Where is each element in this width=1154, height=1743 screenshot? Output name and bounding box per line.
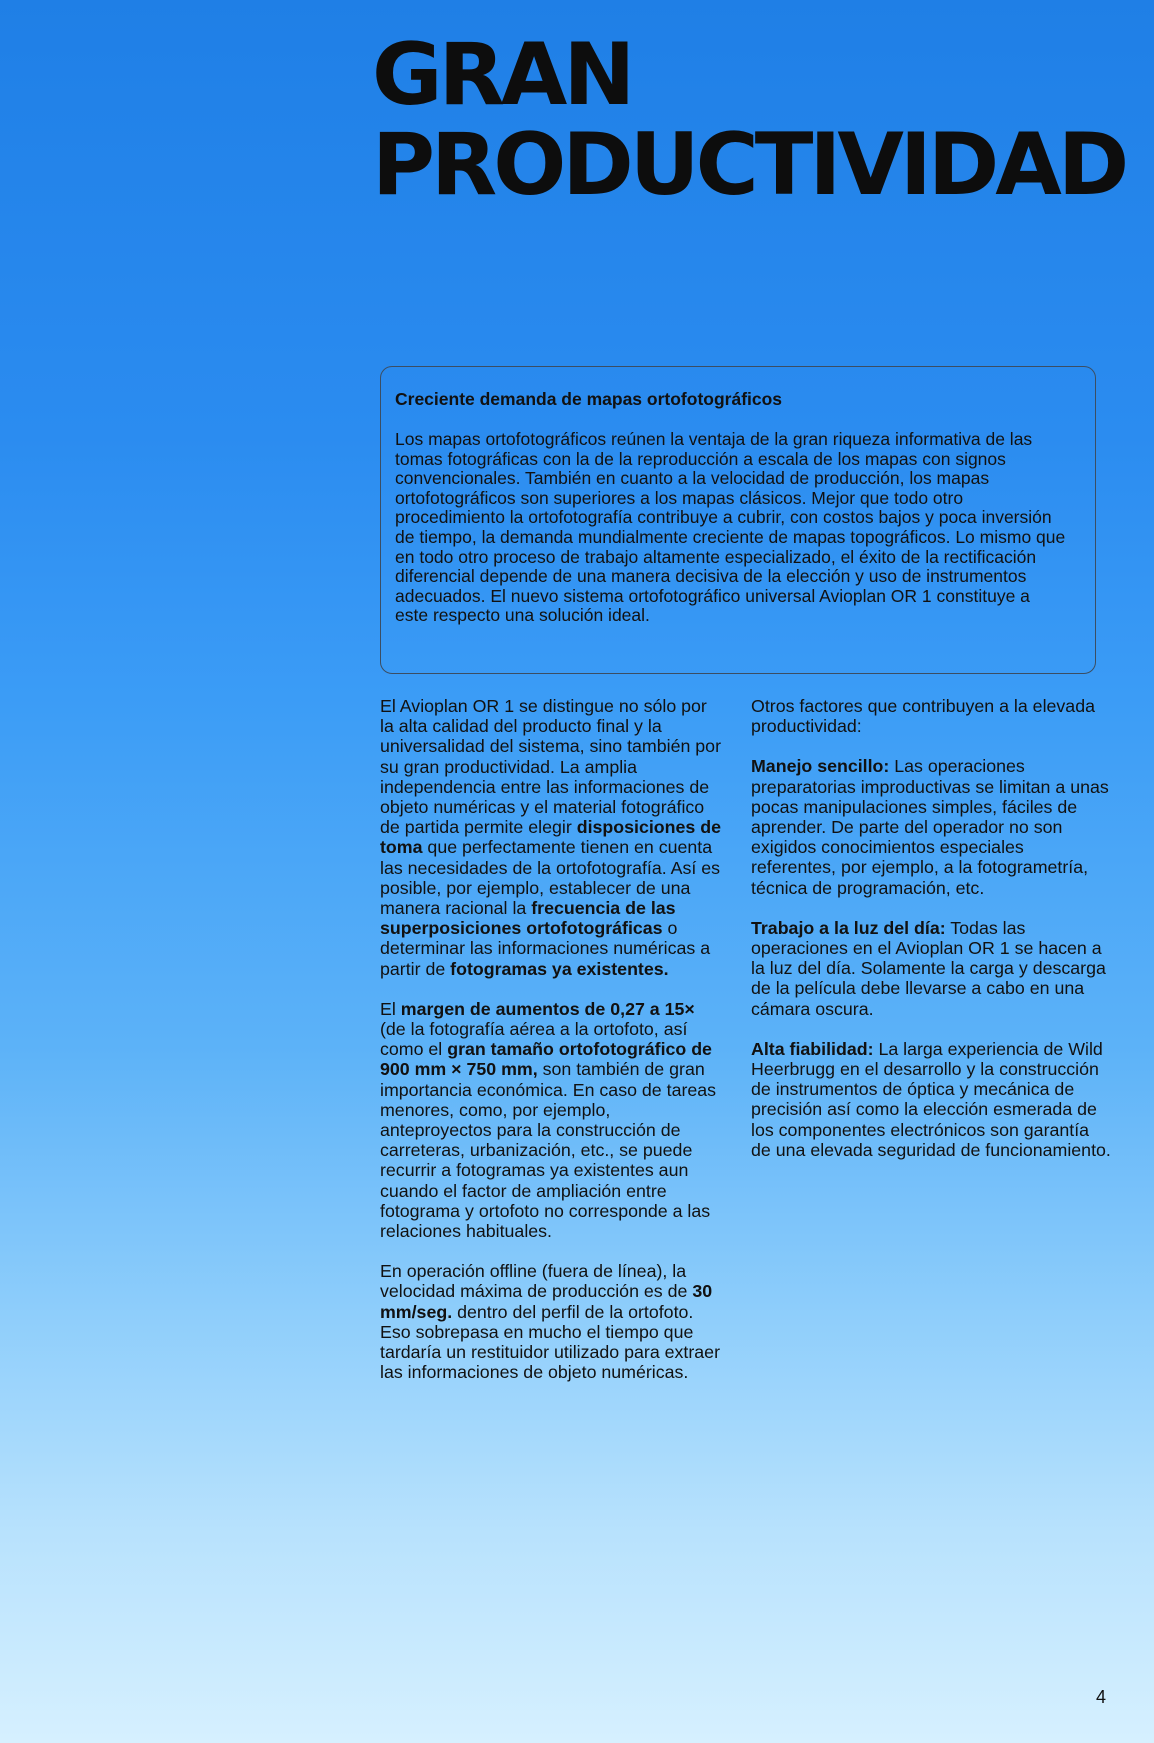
text-run: (de la fotografía aérea a la ortofoto, así como el [380, 1019, 688, 1060]
page-title [372, 25, 1126, 215]
page-number: 4 [1096, 1687, 1107, 1707]
info-box-heading: Creciente demanda de mapas ortofotográficos [395, 389, 783, 409]
bold-run: gran tamaño ortofotográfico de 900 mm × 750 mm, [380, 1039, 712, 1080]
paragraph-magnification [380, 999, 725, 1241]
text-run: dentro del perfil de la ortofoto. Eso sobrepasa en mucho el tiempo que tardaría un restituidor utilizado para extraer las informaciones de objeto numéricas. [380, 1301, 720, 1383]
bold-run: Trabajo a la luz del día: [751, 917, 946, 938]
bold-run: fotogramas ya existentes. [450, 958, 669, 979]
text-run: En operación offline (fuera de línea), la velocidad máxima de producción es de [380, 1261, 693, 1302]
paragraph-intro: Otros factores que contribuyen a la elevada productividad: [751, 696, 1095, 737]
bold-run: Manejo sencillo: [751, 756, 890, 777]
text-run: El [380, 998, 401, 1019]
text-run: o determinar las informaciones numéricas a partir de [380, 918, 711, 979]
text-run: El Avioplan OR 1 se distingue no sólo por la alta calidad del producto final y la universalidad del sistema, sino también por su gran productividad. La amplia independencia entre las informaciones de objeto numéricas y el material fotográfico de partida permite elegir [380, 696, 721, 838]
text-run: que perfectamente tienen en cuenta las necesidades de la ortofotografía. Así es posible, por ejemplo, establecer de una manera racional la [380, 837, 721, 919]
paragraph-offline [380, 1261, 725, 1382]
text-run: son también de gran importancia económica. En caso de tareas menores, como, por ejemplo, anteproyectos para la construcción de carreteras, urbanización, etc., se puede recurrir a fotogramas ya existentes aun cuando el factor de ampliación entre fotograma y ortofoto no corresponde a las relaciones habituales. [380, 1059, 717, 1242]
right-column [751, 696, 1111, 1180]
page-title-line-2: PRODUCTIVIDAD [372, 115, 1126, 215]
bold-run: Alta fiabilidad: [751, 1038, 874, 1059]
bold-run: frecuencia de las superposiciones ortofotográficas [380, 898, 676, 939]
info-box-body: Los mapas ortofotográficos reúnen la ventaja de la gran riqueza informativa de las tomas fotográficas con la de la reproducción a escala de los mapas con signos convencionales. También en cuanto a la velocidad de producción, los mapas ortofotográficos son superiores a los mapas clásicos. Mejor que todo otro procedimiento la ortofotografía contribuye a cubrir, con costos bajos y poca inversión de tiempo, la demanda mundialmente creciente de mapas topográficos. Lo mismo que en todo otro proceso de trabajo altamente especializado, el éxito de la rectificación diferencial depende de una manera decisiva de la elección y uso de instrumentos adecuados. El nuevo sistema ortofotográfico universal Avioplan OR 1 constituye a este respecto una solución ideal. [395, 429, 1066, 626]
paragraph-productivity [380, 696, 725, 979]
bold-run: 30 mm/seg. [380, 1281, 713, 1322]
page-title-line-1: GRAN [372, 25, 632, 125]
paragraph-manejo [751, 756, 1111, 897]
text-run: La larga experiencia de Wild Heerbrugg en el desarrollo y la construcción de instrumentos de óptica y mecánica de precisión así como la elección esmerada de los componentes electrónicos son garantía de una elevada seguridad de funcionamiento. [751, 1038, 1111, 1160]
left-column [380, 696, 725, 1403]
paragraph-luz [751, 918, 1111, 1019]
text-run: Todas las operaciones en el Avioplan OR 1 se hacen a la luz del día. Solamente la carga y descarga de la película debe llevarse a cabo en una cámara oscura. [751, 917, 1106, 1019]
bold-run: disposiciones de toma [380, 817, 721, 858]
bold-run: margen de aumentos de 0,27 a 15× [400, 998, 695, 1019]
info-box [380, 366, 1096, 674]
text-run: Las operaciones preparatorias improductivas se limitan a unas pocas manipulaciones simples, fáciles de aprender. De parte del operador no son exigidos conocimientos especiales referentes, por ejemplo, a la fotogrametría, técnica de programación, etc. [751, 756, 1109, 898]
paragraph-fiabilidad [751, 1039, 1111, 1160]
